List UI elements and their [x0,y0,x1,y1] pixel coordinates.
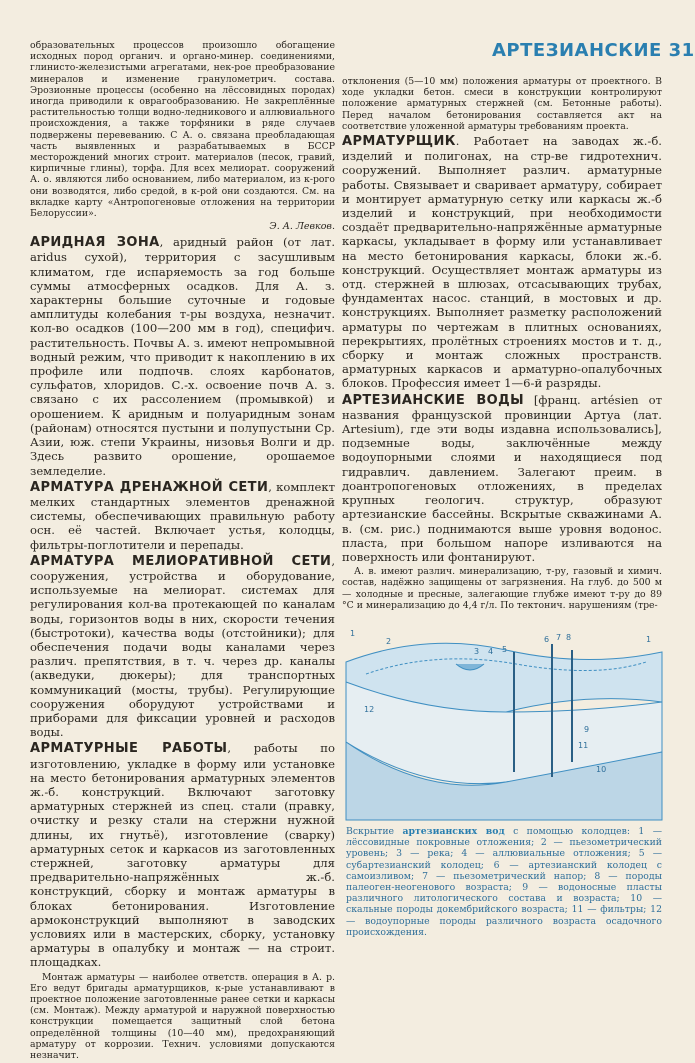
intro-text: образовательных процессов произошло обогащение исходных пород органич. и органо-минер. соединениями, глинисто-железистыми агрегатами, нек-рое преобразование минералов и изменение гранулометрич. состава. Эрозионные процессы (особенно на лёссовидных породах) иногда приводили к оврагообразованию. Не закреплённые растительностью толщи водно-ледникового и аллювиального происхождения, а также торфяники в ряде случаев подвержены перевеванию. С А. о. связана преобладающая часть выявленных и разрабатываемых в БССР месторождений многих строит. материалов (песок, гравий, кирпичные глины), торфа. Для всех мелиорат. сооружений А. о. являются либо основанием, либо материалом, из к-рого они возводятся, либо средой, в к-рой они создаются. См. на вкладке карту «Антропогеновые отложения на территории Белоруссии». [30,40,335,220]
diagram-label: 4 [488,647,494,656]
figure-caption [346,826,662,938]
diagram-label: 6 [544,635,550,644]
entry-artezianskie-vody [342,393,662,564]
entry-armaturshchik [342,134,662,391]
diagram-label: 3 [474,647,480,656]
diagram-label: 8 [566,633,572,642]
entry-armatura-melior [30,554,335,740]
continuation-text: отклонения (5—10 мм) положения арматуры от проектного. В ходе укладки бетон. смеси в конструкции контролируют положение арматурных стержней (см. Бетонные работы). Перед началом бетонирования составляется акт на соответствие уложенной арматуры требованиям проекта. [342,76,662,132]
caption-lead: Вскрытие [346,826,395,837]
entry-term: АРМАТУРА МЕЛИОРАТИВНОЙ СЕТИ [30,553,332,569]
entry-term: АРИДНАЯ ЗОНА [30,235,160,251]
diagram-label: 5 [502,645,508,654]
running-header [492,40,695,61]
entry-term: АРТЕЗИАНСКИЕ ВОДЫ [342,392,524,408]
entry-term: АРМАТУРЩИК [342,134,456,150]
entry-body: , комплект мелких стандартных элементов дренажной системы, обеспечивающих правильную работу осн. её частей. Включает устья, колодцы, фильтры-поглотители и перепады. [30,479,336,552]
left-column [30,40,335,1063]
entry-armatura-drenazh [30,480,335,552]
diagram-label: 12 [364,705,375,714]
caption-term: артезианских вод [402,826,505,837]
montazh-text: Монтаж арматуры — наиболее ответств. операция в А. р. Его ведут бригады арматурщиков, к-рые устанавливают в проектное положение заготовленные ранее сетки и каркасы (см. Монтаж). Между арматурой и наружной поверхностью конструкции помещается защитный слой бетона определённой толщины (10—40 мм), предохраняющий арматуру от коррозии. Технич. условиями допускаются незначит. [30,971,335,1062]
diagram-label: 1 [350,629,356,638]
right-column [342,76,662,613]
entry-body: [франц. artésien от названия французской провинции Артуа (лат. Artesium), где эти воды издавна использовались], подземные воды, заключённые между водоупорными слоями и находящиеся под гидравлич. давлением. Залегают преим. в доантропогеновых отложениях, в пределах крупных геологич. структур, образуют артезианские бассейны. Вскрытые скважинами А. в. (см. рис.) поднимаются выше уровня водонос. пласта, при большом напоре изливаются на поверхность или фонтанируют. [342,392,662,564]
entry-armaturnye-raboty [30,741,335,969]
caption-text: с помощью колодцев: 1 — лёссовидные покровные отложения; 2 — пьезометрический уровень; 3 — река; 4 — аллювиальные отложения; 5 — субартезианский колодец; 6 — артезианский колодец с самоизливом; 7 — пьезометрический напор; 8 — породы палеоген-неогенового возраста; 9 — водоносные пласты различного литологического состава и возраста; 10 — скальные породы докембрийского возраста; 11 — фильтры; 12 — водоупорные породы различного возраста осадочного происхождения. [346,826,662,938]
diagram-label: 7 [556,633,562,642]
diagram-label: 2 [386,637,392,646]
intro-author: Э. А. Левков. [269,221,335,233]
diagram-label: 1 [646,635,652,644]
entry-body: , работы по изготовлению, укладке в форму или установке на место бетонирования арматурных элементов ж.-б. конструкций. Включают заготовку арматурных стержней из спец. стали (правку, очистку и резку стали на стержни нужной длины, их гнутьё), изготовление (сварку) арматурных сеток и каркасов из заготовленных стержней, заготовку арматуры для предварительно-напряжённых ж.-б. конструкций, сборку и монтаж арматуры в блоках бетонирования. Изготовление армоконструкций выполняют в заводских условиях или в мастерских, сборку, установку арматуры в опалубку и монтаж — на строит. площадках. [30,741,336,970]
entry-term: АРМАТУРА ДРЕНАЖНОЙ СЕТИ [30,479,269,495]
header-title: АРТЕЗИАНСКИЕ [492,40,662,61]
entry-body: . Работает на заводах ж.-б. изделий и полигонах, на стр-ве гидротехнич. сооружений. Выполняет различ. арматурные работы. Связывает и сваривает арматуру, собирает и монтирует арматурную сетку или каркасы ж.-б изделий и конструкций, при необходимости создаёт предварительно-напряжённые арматурные каркасы, укладывает в форму или устанавливает на место бетонирования каркасы, блоки ж.-б. конструкций. Осуществляет монтаж арматуры из отд. стержней в шлюзах, отсасывающих трубах, фундаментах насос. станций, в мостовых и др. конструкциях. Выполняет разметку расположений арматуры по чертежам в плитных основаниях, перекрытиях, пролётных строениях мостов и т. д., сборку и монтаж сложных пространств. арматурных каркасов и арматурно-опалубочных блоков. Профессия имеет 1—6-й разряды. [342,134,662,391]
diagram-label: 11 [578,741,589,750]
diagram-label: 9 [584,725,590,734]
artez-small-text: А. в. имеют различ. минерализацию, т-ру, газовый и химич. состав, надёжно защищены от загрязнения. На глуб. до 500 м — холодные и пресные, залегающие глубже имеют т-ру до 89 °C и минерализацию до 4,4 г/л. По тектонич. нарушениям (тре- [342,566,662,611]
artesian-well-diagram [346,622,662,820]
page-number: 31 [668,40,695,61]
entry-body: , аридный район (от лат. aridus сухой), территория с засушливым климатом, где испаряемость за год больше суммы атмосферных осадков. Для А. з. характерны большие суточные и годовые амплитуды колебания т-ры воздуха, незначит. кол-во осадков (100—200 мм в год), специфич. растительность. Почвы А. з. имеют непромывной водный режим, что приводит к накоплению в их профиле или подпочв. слоях карбонатов, сульфатов, хлоридов. С.-х. освоение почв А. з. связано с их рассолением (промывкой) и орошением. К аридным и полуаридным зонам (районам) относятся пустыни и полупустыни Ср. Азии, юж. степи Украины, низовья Волги и др. Здесь развито орошение, орошаемое земледелие. [30,235,335,478]
diagram-label: 10 [596,765,607,774]
entry-body: , сооружения, устройства и оборудование, используемые на мелиорат. системах для регулирования кол-ва протекающей по каналам воды, горизонтов воды в них, скорости течения (быстротоки), качества воды (отстойники); для обеспечения подачи воды каналами через различ. препятствия, в т. ч. через др. каналы (акведуки, дюкеры); для транспортных коммуникаций (мосты, трубы). Регулирующие сооружения оборудуют устройствами и приборами для фиксации уровней и расходов воды. [30,553,335,740]
entry-term: АРМАТУРНЫЕ РАБОТЫ [30,741,228,757]
entry-aridnaya-zona [30,235,335,477]
